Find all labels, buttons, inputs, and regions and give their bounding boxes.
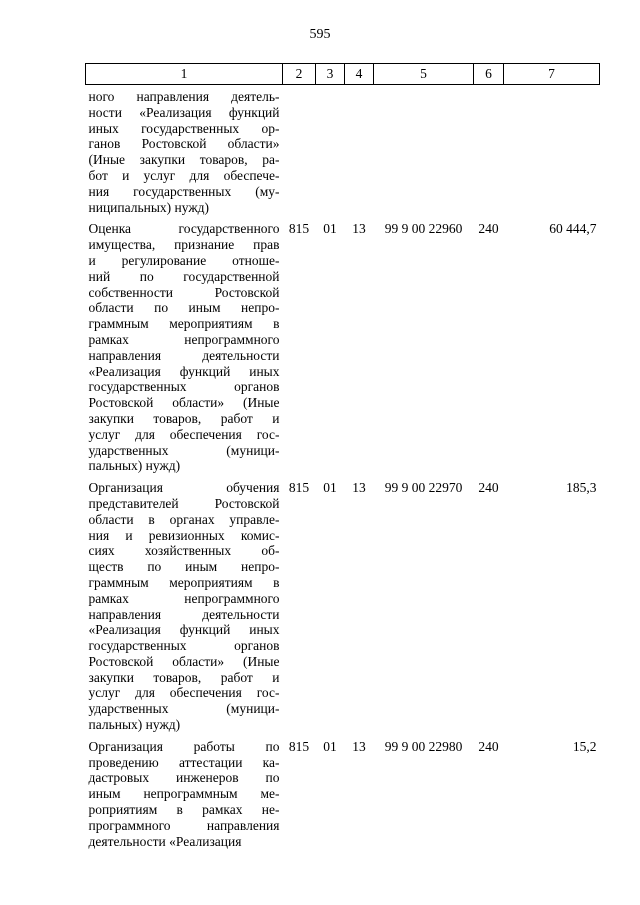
description-line: ниципальных) нужд)	[88, 199, 210, 215]
description-line: дастровых инженеров по	[88, 770, 280, 786]
ministry-code	[283, 85, 316, 222]
description-line: Оценка государственного	[88, 221, 280, 237]
description-line: ударственных (муници-	[88, 442, 280, 458]
description-line: и регулирование отноше-	[88, 252, 280, 268]
table-row	[86, 480, 600, 739]
description-line: ного направления деятель-	[88, 89, 280, 104]
amount	[504, 85, 600, 222]
expense-type-code: 240	[478, 480, 499, 496]
expense-type-code: 240	[478, 221, 499, 237]
description-line: ний по государственной	[88, 268, 280, 284]
subsection-code	[345, 85, 374, 222]
amount: 15,2	[572, 738, 597, 754]
description-line: сиях хозяйственных об-	[88, 543, 280, 559]
header-col-6: 6	[474, 64, 504, 85]
budget-table	[85, 63, 600, 855]
description-line: рамках непрограммного	[88, 590, 280, 606]
description-line: пальных) нужд)	[88, 458, 181, 474]
description-line: услуг для обеспечения гос-	[88, 685, 280, 701]
subsection-code: 13	[352, 480, 366, 496]
section-code: 01	[323, 738, 337, 754]
description-line: государственных органов	[88, 379, 280, 395]
description-line: имущества, признание прав	[88, 237, 280, 253]
description-line: «Реализация функций иных	[88, 363, 280, 379]
row-description	[86, 480, 283, 739]
description-line: граммным мероприятиям в	[88, 316, 280, 332]
header-col-5: 5	[374, 64, 474, 85]
section-code: 01	[323, 480, 337, 496]
subsection-code: 13	[352, 738, 366, 754]
description-line: «Реализация функций иных	[88, 622, 280, 638]
table-row	[86, 739, 600, 856]
description-line: ществ по иным непро-	[88, 559, 280, 575]
description-line: ния государственных (му-	[88, 183, 280, 199]
target-article-code	[374, 85, 474, 222]
description-line: государственных органов	[88, 638, 280, 654]
row-description	[86, 221, 283, 480]
description-line: направления деятельности	[88, 606, 280, 622]
header-col-4: 4	[345, 64, 374, 85]
header-col-1: 1	[86, 64, 283, 85]
description-line: деятельности «Реализация	[88, 833, 242, 849]
description-line: граммным мероприятиям в	[88, 574, 280, 590]
description-line: закупки товаров, работ и	[88, 410, 280, 426]
target-article-code: 99 9 00 22960	[384, 221, 463, 237]
header-col-7: 7	[504, 64, 600, 85]
description-line: пальных) нужд)	[88, 717, 181, 733]
description-line: ганов Ростовской области»	[88, 136, 280, 152]
description-line: представителей Ростовской	[88, 495, 280, 511]
page-number: 595	[309, 27, 331, 42]
table-header-row	[86, 64, 600, 85]
subsection-code: 13	[352, 221, 366, 237]
table-row	[86, 85, 600, 222]
description-line: Организация обучения	[88, 480, 280, 496]
description-line: программного направления	[88, 817, 280, 833]
description-line: иным непрограммным ме-	[88, 786, 280, 802]
section-code: 01	[323, 221, 337, 237]
amount: 185,3	[566, 480, 597, 496]
description-line: бот и услуг для обеспече-	[88, 167, 280, 183]
expense-type-code	[474, 85, 504, 222]
description-line: роприятиям в рамках не-	[88, 802, 280, 818]
description-line: области по иным непро-	[88, 300, 280, 316]
description-line: иных государственных ор-	[88, 120, 280, 136]
description-line: Ростовской области» (Иные	[88, 653, 280, 669]
description-line: собственности Ростовской	[88, 284, 280, 300]
table-row	[86, 221, 600, 480]
row-description	[86, 739, 283, 856]
description-line: услуг для обеспечения гос-	[88, 426, 280, 442]
expense-type-code: 240	[478, 738, 499, 754]
description-line: рамках непрограммного	[88, 331, 280, 347]
ministry-code: 815	[288, 738, 310, 754]
description-line: ности «Реализация функций	[88, 104, 280, 120]
header-col-3: 3	[316, 64, 345, 85]
description-line: проведению аттестации ка-	[88, 754, 280, 770]
ministry-code: 815	[288, 221, 310, 237]
amount: 60 444,7	[549, 221, 597, 237]
header-col-2: 2	[283, 64, 316, 85]
row-description	[86, 85, 283, 222]
description-line: Ростовской области» (Иные	[88, 395, 280, 411]
description-line: ударственных (муници-	[88, 701, 280, 717]
description-line: области в органах управле-	[88, 511, 280, 527]
target-article-code: 99 9 00 22980	[384, 738, 463, 754]
description-line: ния и ревизионных комис-	[88, 527, 280, 543]
description-line: закупки товаров, работ и	[88, 669, 280, 685]
section-code	[316, 85, 345, 222]
ministry-code: 815	[288, 480, 310, 496]
description-line: направления деятельности	[88, 347, 280, 363]
target-article-code: 99 9 00 22970	[384, 480, 463, 496]
description-line: (Иные закупки товаров, ра-	[88, 152, 280, 168]
description-line: Организация работы по	[88, 738, 280, 754]
